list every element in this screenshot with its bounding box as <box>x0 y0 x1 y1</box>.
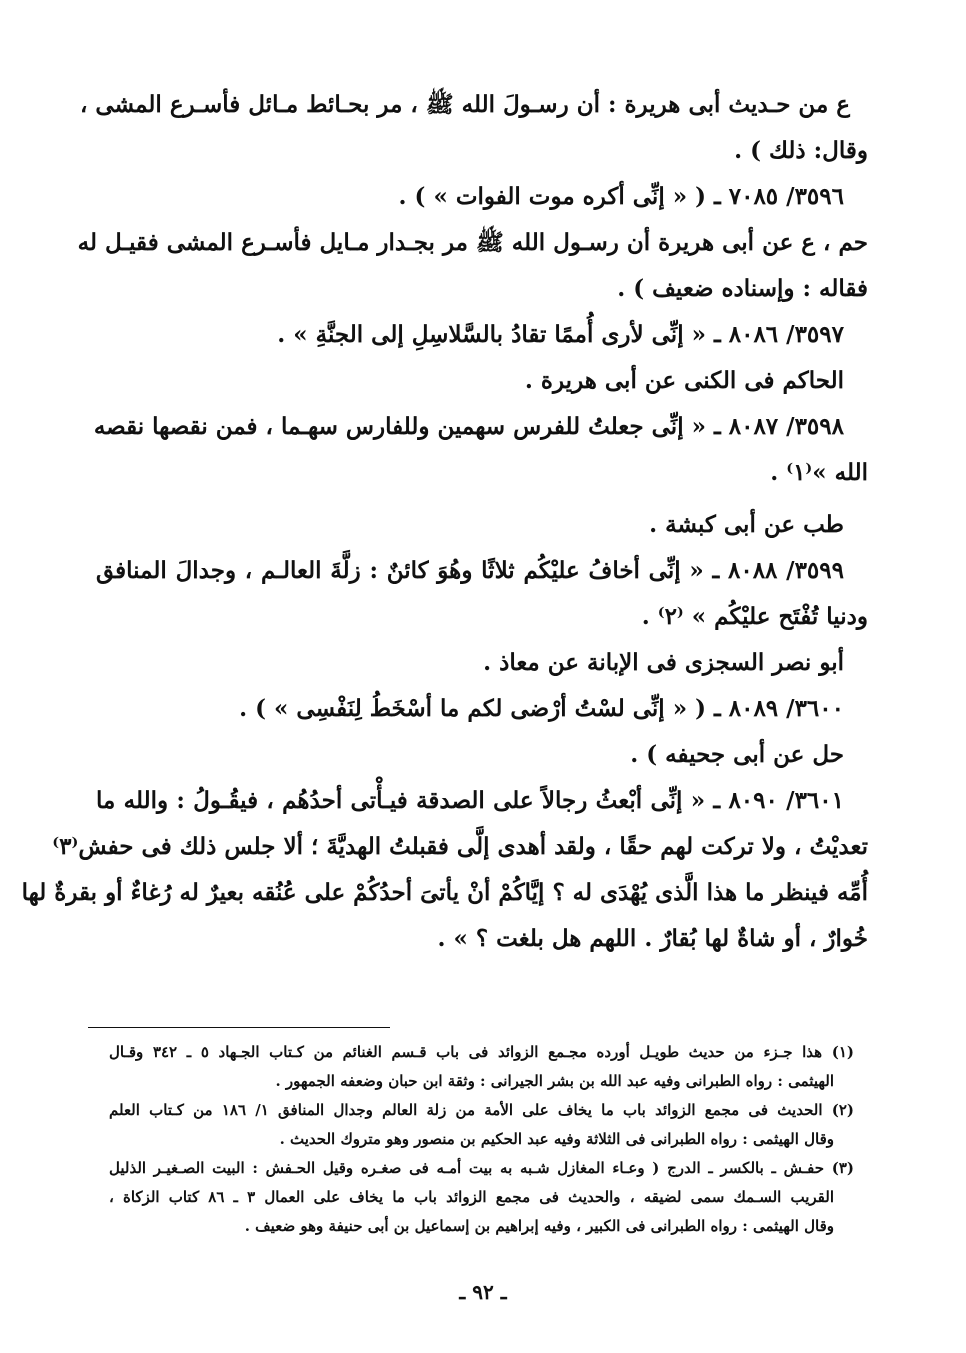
footnote-line: (٣) حفـش ـ بالكسر ـ الدرج ( وعـاء المغازل شـبه به بيت أمـه فى صغـره وقيل الحـفش : البيت الصـغيـر الذليل <box>109 1159 854 1177</box>
body-line: خُوارٌ ، أو شاةٌ لها بُقارٌ . اللهم هل بلغت ؟ » . <box>437 925 868 952</box>
body-line: وقال: ذلك ) . <box>734 137 868 164</box>
body-line: أُمِّه فينظر ما هذا الَّذى يُهْدَى له ؟ إيَّاكُمْ أنْ يأتىَ أحدُكُمْ على عُنُقه بعيرٌ له رُغاءٌ أو بقرةٌ لها <box>21 879 868 906</box>
footnote-line: (١) هذا جـزء من حديث طويـل أورده مجـمع الزوائد فى باب قـسم الغنائم من كـتاب الجـهاد ٥ ـ ٣٤٢ وقـال <box>109 1043 854 1061</box>
main-body <box>21 82 868 962</box>
page-number: ـ ٩٢ ـ <box>459 1280 507 1304</box>
hadith-heading: ٣٦٠٠/ ٨٠٨٩ ـ ( « إنِّى لسْتُ أرْضى لكم ما أسْخَطُ لِنَفْسِى » ) . <box>239 695 844 722</box>
source-line: أبو نصر السجزى فى الإبانة عن معاذ . <box>483 649 844 676</box>
footnote-line: (٢) الحديث فى مجمع الزوائد باب ما يخاف على الأمة من زلة العالم وجدال المنافق ١/ ١٨٦ من كـتاب العلم <box>109 1101 855 1119</box>
body-line: فقاله : وإسناده ضعيف ) . <box>617 275 868 302</box>
footnotes <box>109 1038 854 1241</box>
footnote-line: الهيثمى : رواه الطبرانى وفيه عبد الله بن بشر الجيرانى : وثقة ابن حبان وضعفه الجمهور . <box>275 1072 834 1090</box>
body-line: الله »⁽١⁾ . <box>770 459 868 486</box>
hadith-heading: ٣٥٩٦/ ٧٠٨٥ ـ ( « إنِّى أكره موت الفوات » ) . <box>398 183 844 210</box>
body-line: حم ، ع عن أبى هريرة أن رسـول الله ﷺ مر بجـدار مـايل فأسـرع المشى فقيـل له <box>77 229 868 256</box>
hadith-heading: ٣٥٩٩/ ٨٠٨٨ ـ « إنِّى أخافُ عليْكُم ثلاثًا وهُوَ كائنٌ : زلَّةَ العالـم ، وجدالَ المنافق <box>96 557 844 584</box>
footnote-line: القريب السـمك سمى لضيقه ، والحديث فى مجمع الزوائد باب ما يخاف على العمال ٣ ـ ٨٦ كتاب الزكاة ، <box>109 1188 834 1206</box>
source-line: طب عن أبى كبشة . <box>649 511 844 538</box>
footnote-line: وقال الهيثمى : رواه الطبرانى فى الكبير ، وفيه إبراهيم بن إسماعيل بن أبى حنيفة وهو ضعيف . <box>244 1217 834 1235</box>
hadith-heading: ٣٦٠١/ ٨٠٩٠ ـ « إنِّى أبْعثُ رجالاً على الصدقة فيـأْتى أحدُهُم ، فيقُـولُ : والله ما <box>96 787 844 814</box>
body-line: ودنيا تُفْتَح عليْكُم » ⁽٢⁾ . <box>641 603 868 630</box>
body-line: ع من حـديث أبى هريرة : أن رسـولَ الله ﷺ ، مر بحـائط مـائل فأسـرع المشى ، <box>80 91 850 118</box>
source-line: حل عن أبى جحيفه ) . <box>630 741 844 768</box>
hadith-heading: ٣٥٩٧/ ٨٠٨٦ ـ « إنِّى لأرى أُممًا تقادُ بالسَّلاسِلِ إلى الجنَّةِ » . <box>277 321 844 348</box>
footnote-separator <box>88 1027 390 1028</box>
hadith-heading: ٣٥٩٨/ ٨٠٨٧ ـ « إنِّى جعلتُ للفرس سهمين وللفارس سهـما ، فمن نقصها نقصه <box>93 413 844 440</box>
body-line: تعديْتُ ، ولا تركت لهم حقًا ، ولقد أهدى إلَّى فقبلتُ الهديَّةَ ؛ ألا جلس ذلك فى حفش⁽٣⁾ <box>52 833 868 860</box>
footnote-line: وقال الهيثمى : رواه الطبرانى فى الثلاثة وفيه عبد الحكيم بن منصور وهو متروك الحديث . <box>279 1130 834 1148</box>
source-line: الحاكم فى الكنى عن أبى هريرة . <box>524 367 844 394</box>
